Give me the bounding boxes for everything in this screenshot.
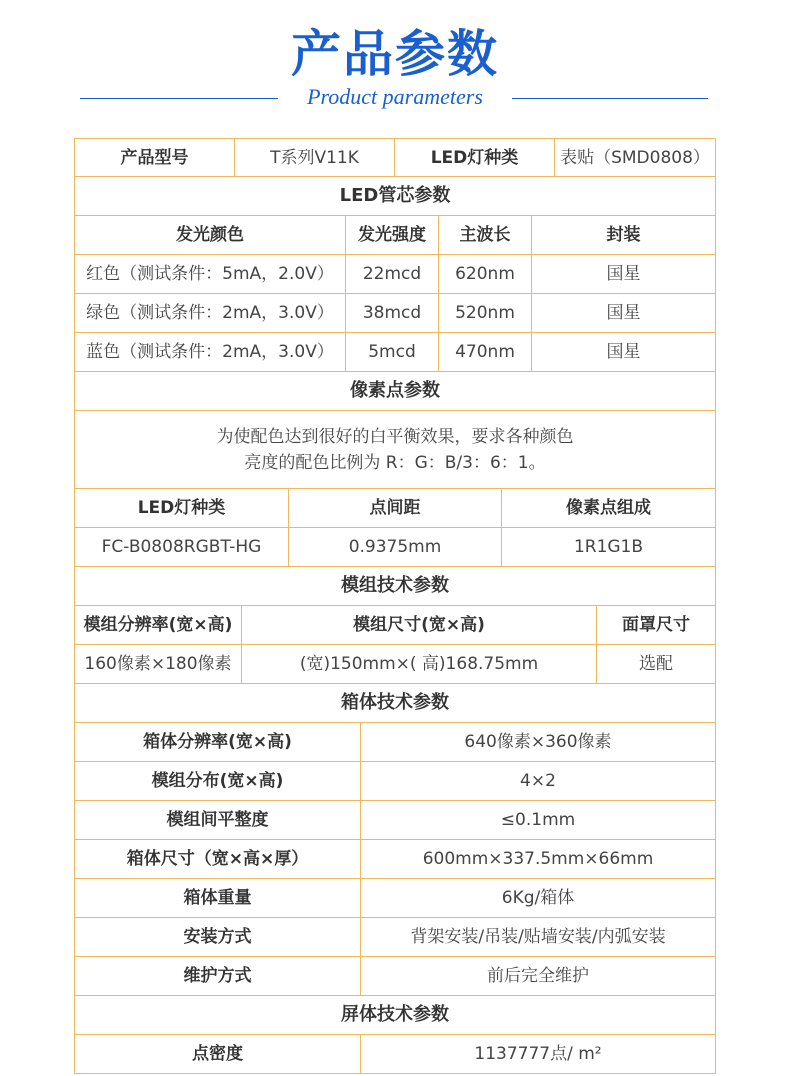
table-cell: 470nm bbox=[438, 333, 531, 371]
column-header: 发光强度 bbox=[345, 216, 438, 254]
page-subtitle: Product parameters bbox=[307, 84, 483, 109]
row-label: 箱体尺寸（宽×高×厚） bbox=[74, 840, 360, 878]
row-value: 640像素×360像素 bbox=[360, 723, 716, 761]
row-label: 模组分布(宽×高) bbox=[74, 762, 360, 800]
row-label: 箱体重量 bbox=[74, 879, 360, 917]
table-row-led-chip-header bbox=[74, 216, 716, 255]
table-row bbox=[74, 762, 716, 801]
table-row-blue bbox=[74, 333, 716, 372]
table-row bbox=[74, 957, 716, 996]
column-header: 面罩尺寸 bbox=[596, 606, 716, 644]
section-title-led-chip: LED管芯参数 bbox=[74, 177, 716, 215]
table-row-basic bbox=[74, 138, 716, 177]
table-row bbox=[74, 879, 716, 918]
pixel-description-line: 为使配色达到很好的白平衡效果，要求各种颜色 bbox=[216, 426, 574, 447]
section-pixel bbox=[74, 372, 716, 411]
section-title-screen: 屏体技术参数 bbox=[74, 996, 716, 1034]
column-header: 封装 bbox=[531, 216, 716, 254]
model-value: T系列V11K bbox=[234, 139, 394, 176]
table-row bbox=[74, 723, 716, 762]
table-row bbox=[74, 801, 716, 840]
table-row bbox=[74, 840, 716, 879]
table-row-module-header bbox=[74, 606, 716, 645]
row-label: 模组间平整度 bbox=[74, 801, 360, 839]
row-label: 维护方式 bbox=[74, 957, 360, 995]
table-row-red bbox=[74, 255, 716, 294]
table-cell: 5mcd bbox=[345, 333, 438, 371]
table-row-pixel-description bbox=[74, 411, 716, 489]
table-row bbox=[74, 918, 716, 957]
parameters-table bbox=[74, 138, 716, 1074]
row-value: 背架安装/吊装/贴墙安装/内弧安装 bbox=[360, 918, 716, 956]
column-header: 发光颜色 bbox=[74, 216, 345, 254]
table-cell: 38mcd bbox=[345, 294, 438, 332]
table-cell: 1R1G1B bbox=[501, 528, 716, 566]
row-label: 点密度 bbox=[74, 1035, 360, 1073]
page-header bbox=[0, 0, 790, 130]
table-cell: 22mcd bbox=[345, 255, 438, 293]
led-type-value: 表贴（SMD0808） bbox=[554, 139, 716, 176]
section-title-pixel: 像素点参数 bbox=[74, 372, 716, 410]
pixel-description-line: 亮度的配色比例为 R：G：B/3：6：1。 bbox=[244, 452, 546, 473]
table-cell: (宽)150mm×( 高)168.75mm bbox=[241, 645, 596, 683]
row-label: 箱体分辨率(宽×高) bbox=[74, 723, 360, 761]
column-header: LED灯种类 bbox=[74, 489, 288, 527]
table-row-pixel-values bbox=[74, 528, 716, 567]
section-led-chip bbox=[74, 177, 716, 216]
table-cell: 160像素×180像素 bbox=[74, 645, 241, 683]
table-cell: 520nm bbox=[438, 294, 531, 332]
pixel-description bbox=[74, 411, 716, 488]
table-cell: 0.9375mm bbox=[288, 528, 501, 566]
row-value: 4×2 bbox=[360, 762, 716, 800]
table-cell: 选配 bbox=[596, 645, 716, 683]
column-header: 模组尺寸(宽×高) bbox=[241, 606, 596, 644]
table-cell: 国星 bbox=[531, 294, 716, 332]
table-row-pixel-header bbox=[74, 489, 716, 528]
section-title-module: 模组技术参数 bbox=[74, 567, 716, 605]
row-value: 前后完全维护 bbox=[360, 957, 716, 995]
column-header: 主波长 bbox=[438, 216, 531, 254]
row-value: 600mm×337.5mm×66mm bbox=[360, 840, 716, 878]
table-row-module-values bbox=[74, 645, 716, 684]
column-header: 点间距 bbox=[288, 489, 501, 527]
row-value: 6Kg/箱体 bbox=[360, 879, 716, 917]
table-cell: 620nm bbox=[438, 255, 531, 293]
table-cell: 国星 bbox=[531, 333, 716, 371]
column-header: 模组分辨率(宽×高) bbox=[74, 606, 241, 644]
table-cell: 蓝色（测试条件：2mA，3.0V） bbox=[74, 333, 345, 371]
row-value: 1137777点/ m² bbox=[360, 1035, 716, 1073]
led-type-label: LED灯种类 bbox=[394, 139, 554, 176]
table-cell: 绿色（测试条件：2mA，3.0V） bbox=[74, 294, 345, 332]
table-row bbox=[74, 1035, 716, 1074]
model-label: 产品型号 bbox=[74, 139, 234, 176]
table-row-green bbox=[74, 294, 716, 333]
section-screen bbox=[74, 996, 716, 1035]
table-cell: 国星 bbox=[531, 255, 716, 293]
table-cell: FC-B0808RGBT-HG bbox=[74, 528, 288, 566]
divider-right bbox=[512, 98, 708, 99]
row-label: 安装方式 bbox=[74, 918, 360, 956]
table-cell: 红色（测试条件：5mA，2.0V） bbox=[74, 255, 345, 293]
section-cabinet bbox=[74, 684, 716, 723]
column-header: 像素点组成 bbox=[501, 489, 716, 527]
section-module bbox=[74, 567, 716, 606]
row-value: ≤0.1mm bbox=[360, 801, 716, 839]
page-title: 产品参数 bbox=[291, 25, 499, 83]
section-title-cabinet: 箱体技术参数 bbox=[74, 684, 716, 722]
